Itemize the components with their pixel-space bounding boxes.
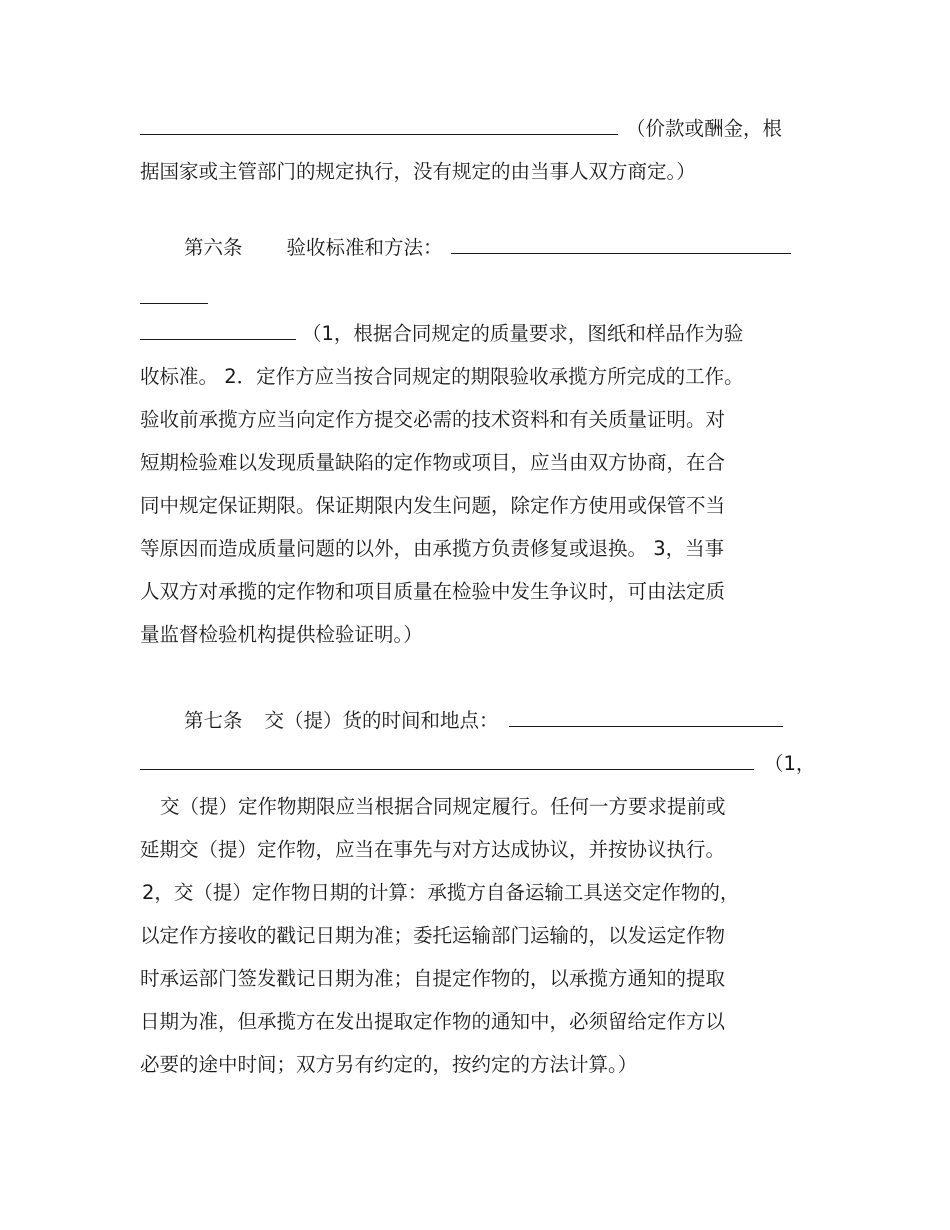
art6-line-7: 人双方对承揽的定作物和项目质量在检验中发生争议时，可由法定质 bbox=[140, 580, 726, 603]
art7-line-5: 以定作方接收的戳记日期为准；委托运输部门运输的，以发运定作物 bbox=[140, 924, 726, 947]
art6-text-1: （1，根据合同规定的质量要求，图纸和样品作为验 bbox=[302, 322, 744, 345]
fill-in-blank[interactable] bbox=[509, 700, 783, 727]
art7-line-1 bbox=[140, 742, 815, 785]
art6-line-1 bbox=[140, 312, 743, 355]
art6-line-4: 短期检验难以发现质量缺陷的定作物或项目，应当由双方协商，在合 bbox=[140, 451, 726, 474]
art6-line-5: 同中规定保证期限。保证期限内发生问题，除定作方使用或保管不当 bbox=[140, 494, 726, 517]
art5-text-1: （价款或酬金，根 bbox=[626, 117, 783, 140]
fill-in-blank[interactable] bbox=[140, 108, 618, 135]
art7-text-1: （1， bbox=[764, 752, 816, 775]
fill-in-blank[interactable] bbox=[140, 313, 296, 340]
art7-line-2: 交（提）定作物期限应当根据合同规定履行。任何一方要求提前或 bbox=[160, 795, 726, 818]
fill-in-blank[interactable] bbox=[140, 277, 208, 304]
art6-heading-line bbox=[140, 226, 791, 269]
art7-heading-line bbox=[140, 699, 783, 742]
art5-line-2: 据国家或主管部门的规定执行，没有规定的由当事人双方商定。） bbox=[140, 160, 696, 183]
fill-in-blank[interactable] bbox=[451, 227, 791, 254]
art6-line-8: 量监督检验机构提供检验证明。） bbox=[140, 623, 423, 646]
art6-line-3: 验收前承揽方应当向定作方提交必需的技术资料和有关质量证明。对 bbox=[140, 408, 726, 431]
art5-line-1 bbox=[140, 107, 782, 150]
art6-line-2: 收标准。 2．定作方应当按合同规定的期限验收承揽方所完成的工作。 bbox=[140, 365, 744, 388]
art7-line-8: 必要的途中时间；双方另有约定的，按约定的方法计算。） bbox=[140, 1053, 638, 1076]
art7-line-7: 日期为准，但承揽方在发出提取定作物的通知中，必须留给定作方以 bbox=[140, 1010, 726, 1033]
art6-title: 验收标准和方法： bbox=[286, 236, 443, 259]
art7-line-3: 延期交（提）定作物，应当在事先与对方达成协议，并按协议执行。 bbox=[140, 838, 726, 861]
art7-line-4: 2，交（提）定作物日期的计算：承揽方自备运输工具送交定作物的， bbox=[142, 881, 740, 904]
art7-heading: 第七条 bbox=[184, 709, 243, 732]
art7-line-6: 时承运部门签发戳记日期为准；自提定作物的，以承揽方通知的提取 bbox=[140, 967, 726, 990]
art7-title: 交（提）货的时间和地点： bbox=[264, 709, 499, 732]
art6-line-6: 等原因而造成质量问题的以外，由承揽方负责修复或退换。 3，当事 bbox=[140, 537, 725, 560]
art6-heading: 第六条 bbox=[184, 236, 243, 259]
fill-in-blank[interactable] bbox=[140, 743, 754, 770]
